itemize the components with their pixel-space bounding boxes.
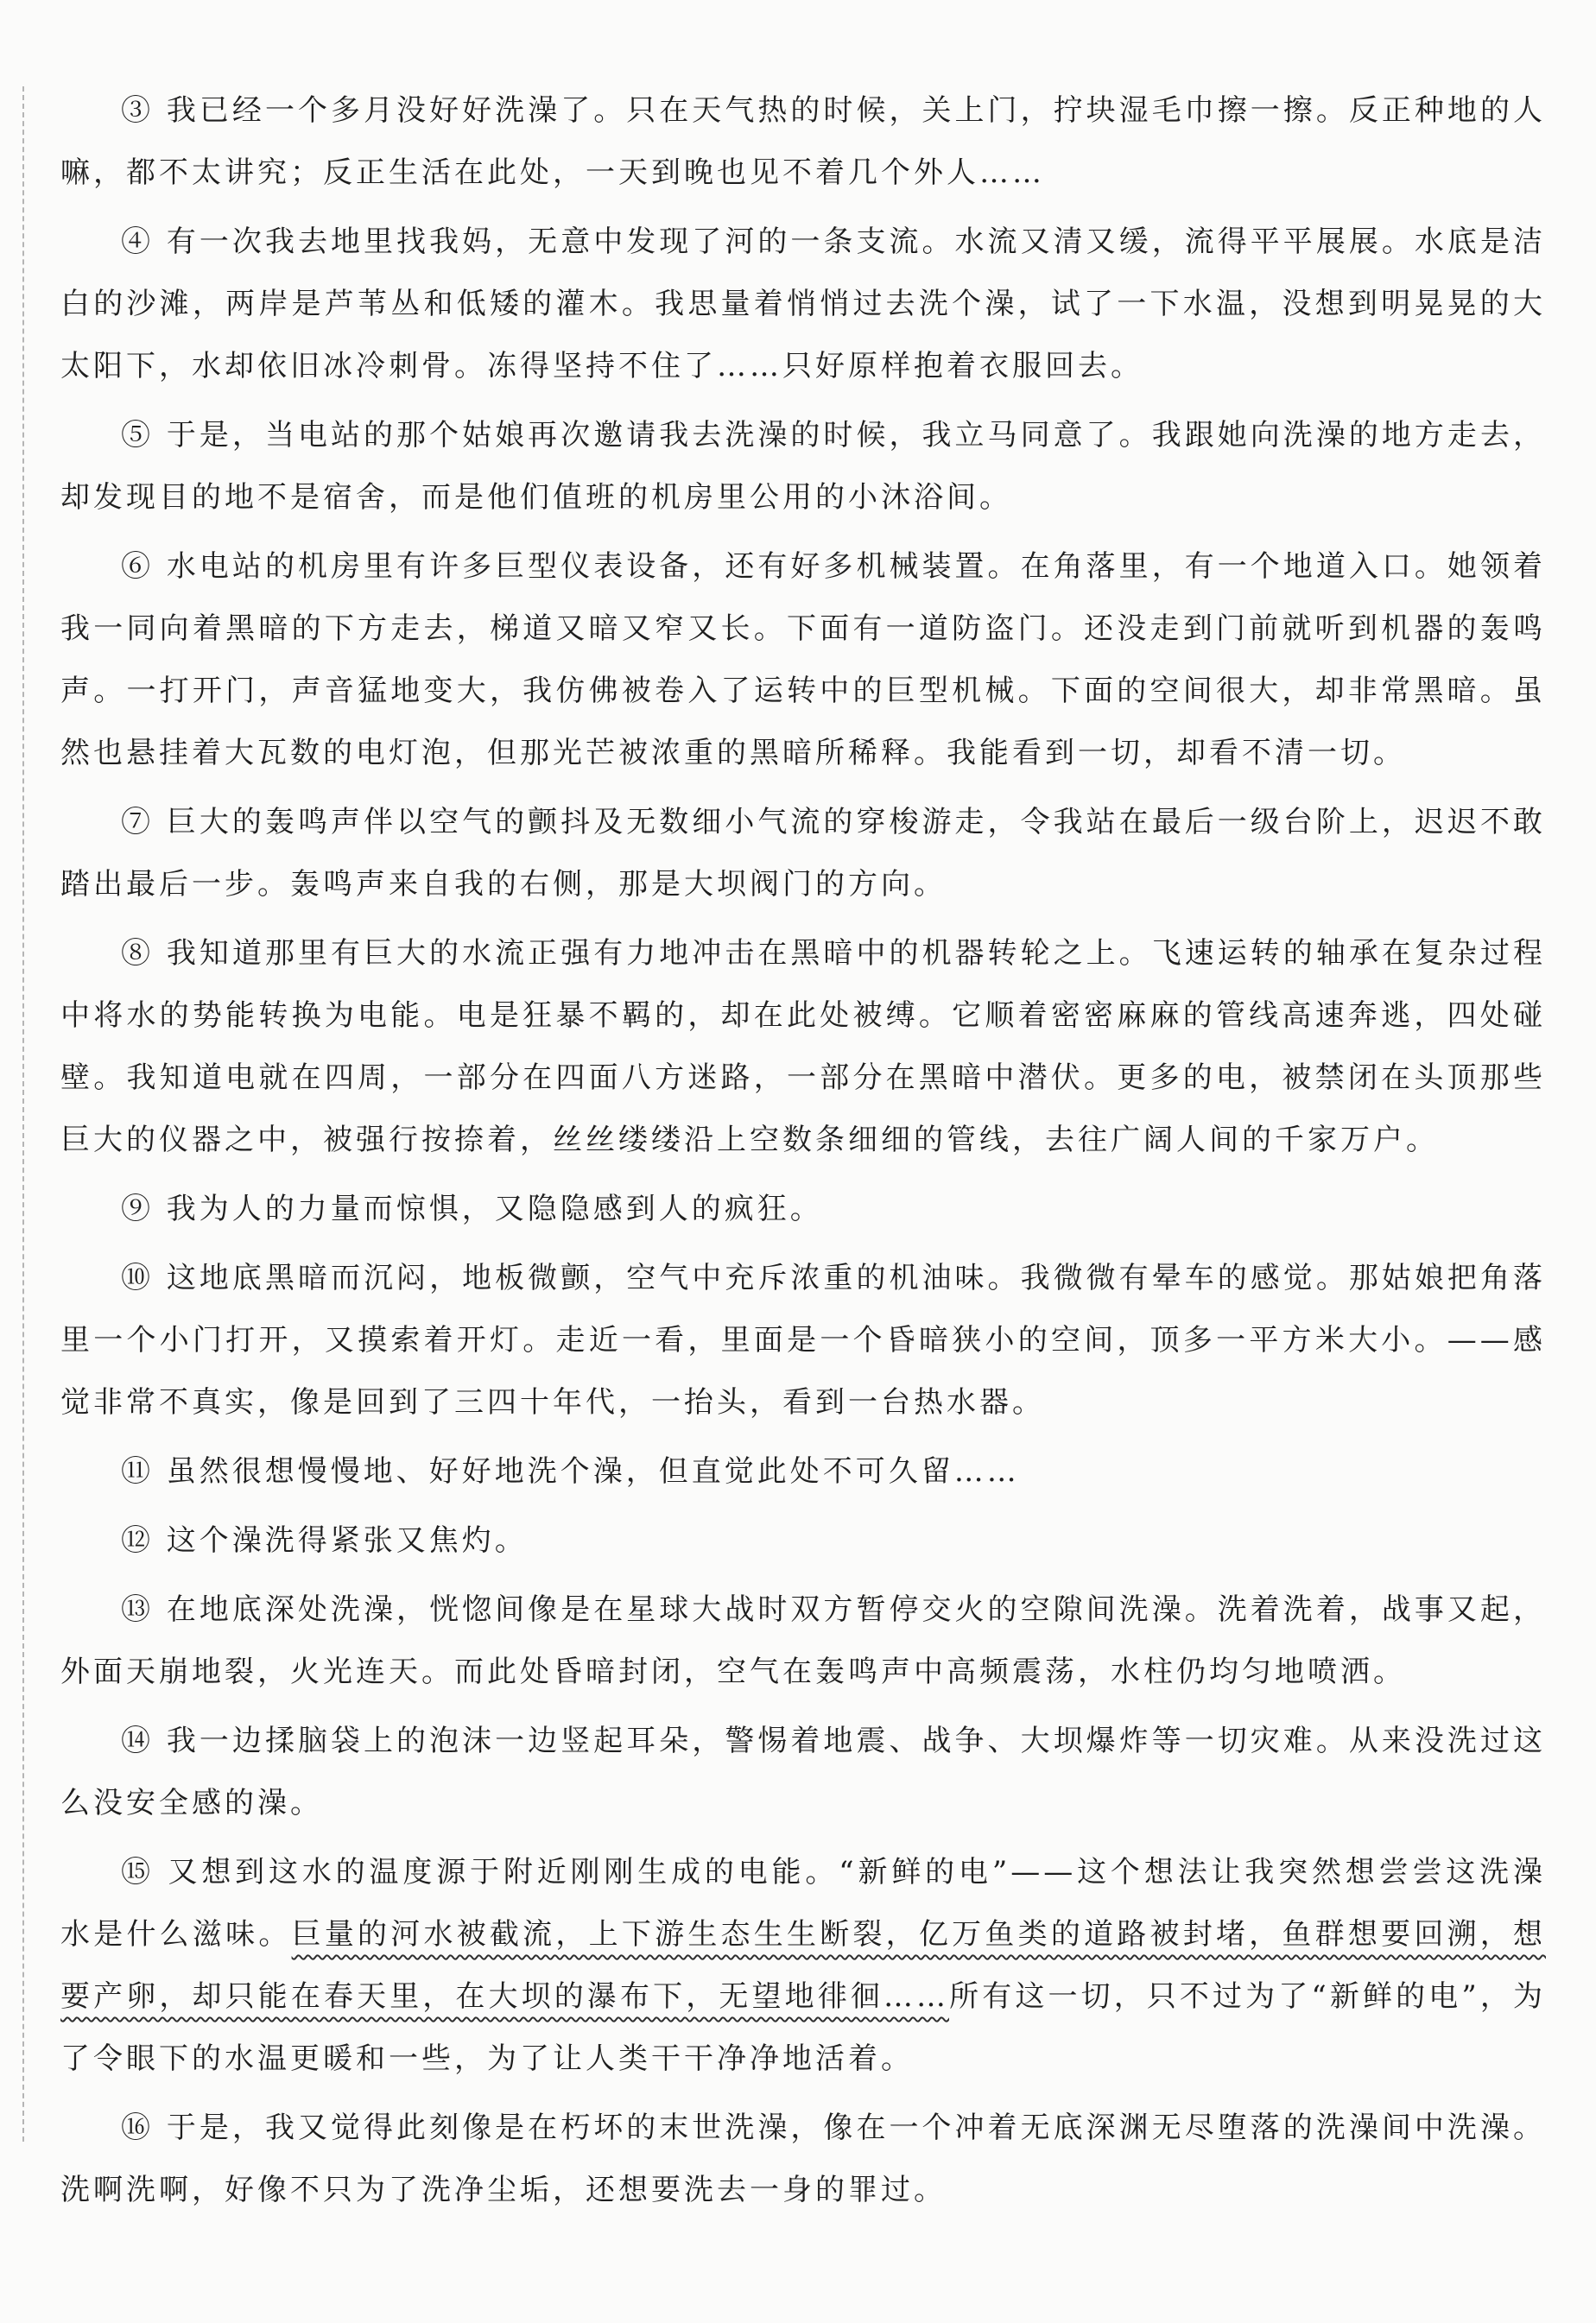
paragraph-16: ⑯ 于是，我又觉得此刻像是在朽坏的末世洗澡，像在一个冲着无底深渊无尽堕落的洗澡间中洗澡。洗啊洗啊，好像不只为了洗净尘垢，还想要洗去一身的罪过。 <box>60 2111 1546 2207</box>
paragraph-7: ⑦ 巨大的轰鸣声伴以空气的颤抖及无数细小气流的穿梭游走，令我站在最后一级台阶上，迟迟不敢踏出最后一步。轰鸣声来自我的右侧，那是大坝阀门的方向。 <box>60 805 1546 902</box>
binding-margin-line <box>22 86 24 2142</box>
essay-body <box>60 79 1546 2228</box>
paragraph-10: ⑩ 这地底黑暗而沉闷，地板微颤，空气中充斥浓重的机油味。我微微有晕车的感觉。那姑娘把角落里一个小门打开，又摸索着开灯。走近一看，里面是一个昏暗狭小的空间，顶多一平方米大小。——感觉非常不真实，像是回到了三四十年代，一抬头，看到一台热水器。 <box>60 1261 1546 1420</box>
paragraph-6: ⑥ 水电站的机房里有许多巨型仪表设备，还有好多机械装置。在角落里，有一个地道入口。她领着我一同向着黑暗的下方走去，梯道又暗又窄又长。下面有一道防盗门。还没走到门前就听到机器的轰鸣声。一打开门，声音猛地变大，我仿佛被卷入了运转中的巨型机械。下面的空间很大，却非常黑暗。虽然也悬挂着大瓦数的电灯泡，但那光芒被浓重的黑暗所稀释。我能看到一切，却看不清一切。 <box>60 549 1546 770</box>
paragraph-14: ⑭ 我一边揉脑袋上的泡沫一边竖起耳朵，警惕着地震、战争、大坝爆炸等一切灾难。从来没洗过这么没安全感的澡。 <box>60 1724 1546 1820</box>
paragraph-3: ③ 我已经一个多月没好好洗澡了。只在天气热的时候，关上门，拧块湿毛巾擦一擦。反正种地的人嘛，都不太讲究；反正生活在此处，一天到晚也见不着几个外人…… <box>60 93 1546 190</box>
paragraph-12: ⑫ 这个澡洗得紧张又焦灼。 <box>121 1523 528 1558</box>
paragraph-9: ⑨ 我为人的力量而惊惧，又隐隐感到人的疯狂。 <box>121 1192 823 1226</box>
paragraph-15-lead: ⑮ 又想到这水的温度源于附近刚刚生成的电能。“新鲜的电”——这个想法让我突然想尝尝这洗澡水是什么滋味。 <box>60 1855 1546 1952</box>
paragraph-4: ④ 有一次我去地里找我妈，无意中发现了河的一条支流。水流又清又缓，流得平平展展。水底是洁白的沙滩，两岸是芦苇丛和低矮的灌木。我思量着悄悄过去洗个澡，试了一下水温，没想到明晃晃的大太阳下，水却依旧冰冷刺骨。冻得坚持不住了……只好原样抱着衣服回去。 <box>60 225 1546 383</box>
paragraph-15-tail: 所有这一切，只不过为了“新鲜的电”，为了令眼下的水温更暖和一些，为了让人类干干净净地活着。 <box>60 1979 1547 2076</box>
paragraph-15 <box>60 1841 1546 2090</box>
paragraph-15-wavy-underlined: 巨量的河水被截流，上下游生态生生断裂，亿万鱼类的道路被封堵，鱼群想要回溯，想要产卵，却只能在春天里，在大坝的瀑布下，无望地徘徊…… <box>60 1917 1546 2014</box>
paragraph-11: ⑪ 虽然很想慢慢地、好好地洗个澡，但直觉此处不可久留…… <box>121 1454 1020 1489</box>
paragraph-13: ⑬ 在地底深处洗澡，恍惚间像是在星球大战时双方暂停交火的空隙间洗澡。洗着洗着，战事又起，外面天崩地裂，火光连天。而此处昏暗封闭，空气在轰鸣声中高频震荡，水柱仍均匀地喷洒。 <box>60 1592 1546 1689</box>
paragraph-8: ⑧ 我知道那里有巨大的水流正强有力地冲击在黑暗中的机器转轮之上。飞速运转的轴承在复杂过程中将水的势能转换为电能。电是狂暴不羁的，却在此处被缚。它顺着密密麻麻的管线高速奔逃，四处碰壁。我知道电就在四周，一部分在四面八方迷路，一部分在黑暗中潜伏。更多的电，被禁闭在头顶那些巨大的仪器之中，被强行按捺着，丝丝缕缕沿上空数条细细的管线，去往广阔人间的千家万户。 <box>60 936 1546 1157</box>
paragraph-5: ⑤ 于是，当电站的那个姑娘再次邀请我去洗澡的时候，我立马同意了。我跟她向洗澡的地方走去，却发现目的地不是宿舍，而是他们值班的机房里公用的小沐浴间。 <box>60 418 1546 515</box>
